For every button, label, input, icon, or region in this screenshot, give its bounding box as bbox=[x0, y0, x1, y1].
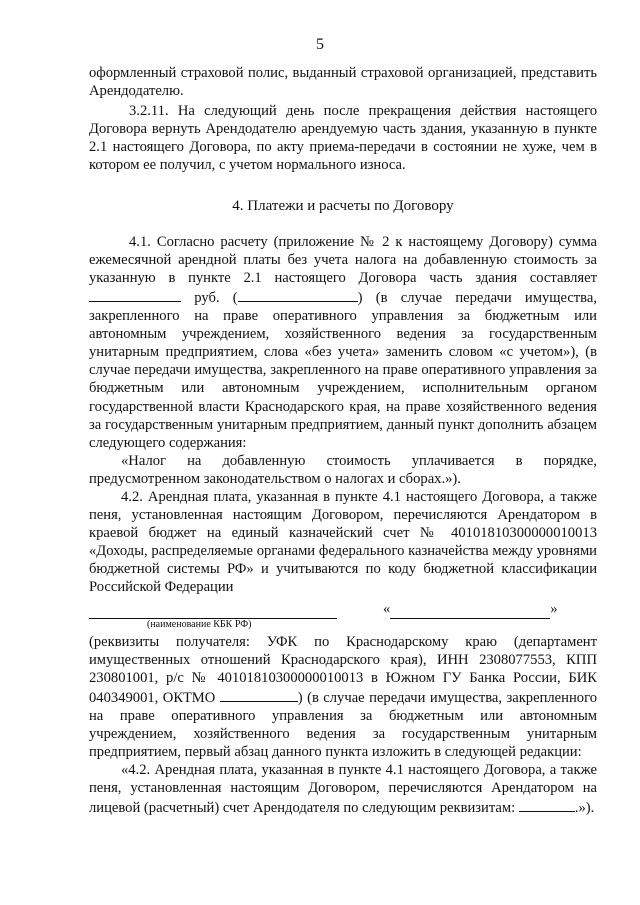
kbk-caption: (наименование КБК РФ) bbox=[147, 618, 252, 630]
amount-words-blank bbox=[238, 287, 358, 302]
clause-4-1-rub: руб. ( bbox=[194, 289, 238, 306]
section-heading: 4. Платежи и расчеты по Договору bbox=[232, 197, 454, 214]
page-number: 5 bbox=[316, 36, 324, 53]
recipient-details bbox=[89, 633, 597, 762]
paragraph-carryover: оформленный страховой полис, выданный страховой организацией, представить Арендодателю. bbox=[89, 65, 597, 100]
kbk-close-quote: » bbox=[550, 601, 558, 618]
clause-4-2-quote bbox=[89, 761, 597, 817]
clause-4-2-quote-text: «4.2. Арендная плата, указанная в пункте 4.1 настоящего Договора, а также пеня, установленная настоящим Договором, перечисляются Арендатором на лицевой (расчетный) счет Арендодателя по следующим реквизитам: bbox=[89, 762, 597, 817]
clause-4-1-quote: «Налог на добавленную стоимость уплачивается в порядке, предусмотренном законодательством о налогах и сборах.»). bbox=[89, 452, 597, 487]
recipient-details-text: (реквизиты получателя: УФК по Краснодарскому краю (департамент имущественных отношений Краснодарского края), ИНН 2308077553, КПП 230801001, р/с № 40101810300000010013 в Южном ГУ Банка России, БИК 040349001, ОКТМО bbox=[89, 633, 597, 706]
kbk-blank bbox=[89, 604, 337, 619]
kbk-name-blank bbox=[390, 604, 550, 619]
kbk-open-quote: « bbox=[383, 601, 391, 618]
amount-blank bbox=[89, 287, 181, 302]
document-body bbox=[89, 64, 597, 817]
clause-4-1-text-1: 4.1. Согласно расчету (приложение № 2 к настоящему Договору) сумма ежемесячной арендной платы без учета налога на добавленную стоимость за указанную в пункте 2.1 настоящего Договора часть здания составляет bbox=[89, 233, 597, 286]
kbk-name-field bbox=[383, 600, 558, 618]
recipient-details-tail: ) (в случае передачи имущества, закрепленного на праве оперативного управления за бюджетным или автономным учреждением, хозяйственного ведения за государственным унитарным предприятием, первый абзац данного пункта изложить в следующей редакции: bbox=[89, 689, 597, 761]
clause-4-1-text-2: ) (в случае передачи имущества, закрепленного на праве оперативного управления за бюджетным или автономным учреждением, хозяйственного ведения за государственным унитарным предприятием, слова «без учета» заменить словом «с учетом»), (в случае передачи имущества, закрепленного на праве оперативного управления за бюджетным или автономным учреждением, исполнительным органом государственной власти Краснодарского края, на праве хозяйственного ведения за государственным унитарным предприятием, данный пункт дополнить абзацем следующего содержания: bbox=[89, 289, 597, 451]
clause-3-2-11: 3.2.11. На следующий день после прекращения действия настоящего Договора вернуть Арендодателю арендуемую часть здания, указанную в пункте 2.1 настоящего Договора, по акту приема-передачи в состоянии не хуже, чем в котором ее получил, с учетом нормального износа. bbox=[89, 103, 597, 174]
oktmo-blank bbox=[220, 687, 298, 702]
clause-4-2-quote-end: .»). bbox=[574, 800, 595, 817]
clause-4-2: 4.2. Арендная плата, указанная в пункте 4.1 настоящего Договора, а также пеня, установленная настоящим Договором, перечисляются Арендатором в краевой бюджет на единый казначейский счет № 40101810300000010013 «Доходы, распределяемые органами федерального казначейства между уровнями бюджетной системы РФ» и учитываются по коду бюджетной классификации Российской Федерации bbox=[89, 488, 597, 596]
clause-4-1 bbox=[89, 233, 597, 452]
requisites-blank bbox=[519, 797, 575, 812]
kbk-fill-line bbox=[89, 599, 597, 619]
